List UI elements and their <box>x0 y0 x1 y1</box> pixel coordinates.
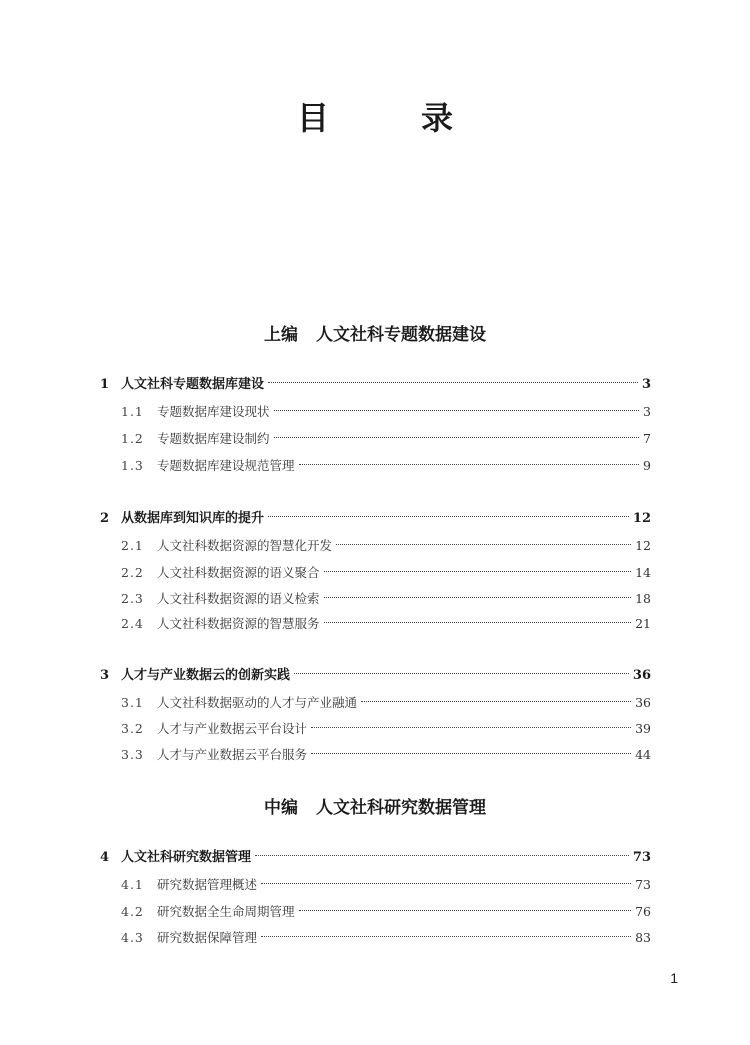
section-title: 人文社科数据资源的智慧化开发 <box>157 538 333 553</box>
section-page: 39 <box>635 721 651 736</box>
section-number: 3.2 <box>121 721 144 736</box>
part-label: 中编 <box>264 798 298 818</box>
section-page: 76 <box>635 904 651 919</box>
section-title: 人文社科数据资源的语义检索 <box>157 591 320 606</box>
dot-leader <box>361 701 631 702</box>
section-number: 1.1 <box>121 404 144 419</box>
dot-leader <box>268 382 638 383</box>
toc-section-1-1[interactable] <box>100 402 651 422</box>
chapter-page: 12 <box>632 511 651 526</box>
part-heading-upper <box>0 323 750 347</box>
chapter-title: 人文社科专题数据库建设 <box>121 377 265 392</box>
toc-section-2-3[interactable] <box>100 589 651 609</box>
dot-leader <box>299 464 640 465</box>
chapter-number: 3 <box>100 668 110 683</box>
section-page: 7 <box>643 431 651 446</box>
part-title: 人文社科研究数据管理 <box>316 798 486 818</box>
toc-section-4-2[interactable] <box>100 902 651 922</box>
section-page: 18 <box>635 591 651 606</box>
dot-leader <box>311 753 631 754</box>
section-title: 专题数据库建设制约 <box>157 431 270 446</box>
chapter-number: 1 <box>100 377 110 392</box>
section-title: 人才与产业数据云平台设计 <box>157 721 308 736</box>
dot-leader <box>299 910 632 911</box>
toc-chapter-3[interactable] <box>100 666 651 686</box>
section-number: 2.4 <box>121 616 144 631</box>
dot-leader <box>324 597 632 598</box>
section-page: 83 <box>635 930 651 945</box>
part-heading-middle <box>0 796 750 820</box>
section-page: 9 <box>643 458 651 473</box>
dot-leader <box>274 410 640 411</box>
part-label: 上编 <box>264 325 298 345</box>
section-number: 2.1 <box>121 538 144 553</box>
dot-leader <box>261 936 631 937</box>
dot-leader <box>274 437 640 438</box>
section-number: 4.2 <box>121 904 144 919</box>
section-title: 人才与产业数据云平台服务 <box>157 747 308 762</box>
section-title: 人文社科数据驱动的人才与产业融通 <box>157 695 358 710</box>
chapter-title: 人文社科研究数据管理 <box>121 850 252 865</box>
chapter-page: 73 <box>632 850 651 865</box>
dot-leader <box>324 622 632 623</box>
section-title: 专题数据库建设规范管理 <box>157 458 295 473</box>
dot-leader <box>268 516 629 517</box>
dot-leader <box>255 855 629 856</box>
section-number: 4.1 <box>121 877 144 892</box>
section-number: 1.3 <box>121 458 144 473</box>
dot-leader <box>336 544 631 545</box>
toc-chapter-2[interactable] <box>100 509 651 529</box>
dot-leader <box>311 727 631 728</box>
section-title: 研究数据全生命周期管理 <box>157 904 295 919</box>
toc-chapter-4[interactable] <box>100 848 651 868</box>
chapter-number: 4 <box>100 850 110 865</box>
section-number: 2.3 <box>121 591 144 606</box>
section-title: 人文社科数据资源的智慧服务 <box>157 616 320 631</box>
toc-section-1-2[interactable] <box>100 429 651 449</box>
section-page: 36 <box>635 695 651 710</box>
section-title: 研究数据保障管理 <box>157 930 258 945</box>
toc-section-4-1[interactable] <box>100 875 651 895</box>
part-title: 人文社科专题数据建设 <box>316 325 486 345</box>
toc-section-3-2[interactable] <box>100 719 651 739</box>
section-number: 2.2 <box>121 565 144 580</box>
section-number: 1.2 <box>121 431 144 446</box>
toc-section-3-3[interactable] <box>100 745 651 765</box>
chapter-page: 3 <box>641 377 651 392</box>
chapter-title: 人才与产业数据云的创新实践 <box>121 668 291 683</box>
toc-section-4-3[interactable] <box>100 928 651 948</box>
toc-section-3-1[interactable] <box>100 693 651 713</box>
chapter-title: 从数据库到知识库的提升 <box>121 511 265 526</box>
toc-section-2-2[interactable] <box>100 563 651 583</box>
section-number: 3.1 <box>121 695 144 710</box>
section-page: 14 <box>635 565 651 580</box>
toc-section-2-1[interactable] <box>100 536 651 556</box>
section-page: 44 <box>635 747 651 762</box>
section-title: 研究数据管理概述 <box>157 877 258 892</box>
section-page: 73 <box>635 877 651 892</box>
toc-chapter-1[interactable] <box>100 375 651 395</box>
section-page: 12 <box>635 538 651 553</box>
page-title: 目 录 <box>296 99 483 137</box>
section-page: 21 <box>635 616 651 631</box>
chapter-number: 2 <box>100 511 110 526</box>
dot-leader <box>294 673 629 674</box>
toc-section-2-4[interactable] <box>100 614 651 634</box>
dot-leader <box>261 883 631 884</box>
section-title: 专题数据库建设现状 <box>157 404 270 419</box>
toc-section-1-3[interactable] <box>100 456 651 476</box>
section-number: 3.3 <box>121 747 144 762</box>
section-number: 4.3 <box>121 930 144 945</box>
chapter-page: 36 <box>632 668 651 683</box>
section-title: 人文社科数据资源的语义聚合 <box>157 565 320 580</box>
section-page: 3 <box>643 404 651 419</box>
dot-leader <box>324 571 632 572</box>
page-number: 1 <box>670 970 678 986</box>
